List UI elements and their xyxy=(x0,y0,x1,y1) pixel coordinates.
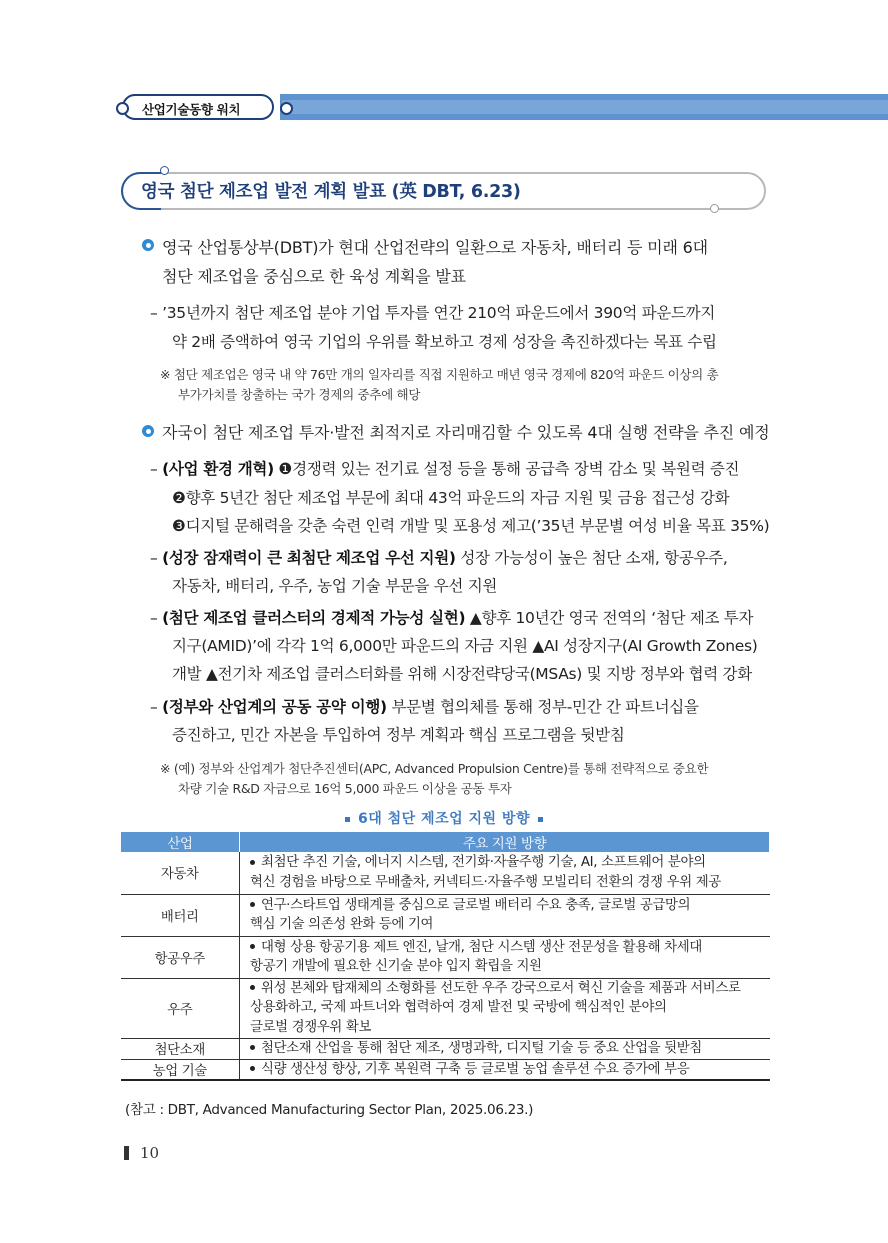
table-row xyxy=(121,1038,770,1059)
s1-dash: – xyxy=(150,460,158,478)
s3-line3: 개발 ▲전기차 제조업 클러스터화를 위해 시장전략당국(MSAs) 및 지방 정부와 협력 강화 xyxy=(172,665,752,683)
table-header-direction: 주요 지원 방향 xyxy=(240,832,770,852)
s2-dash: – xyxy=(150,549,158,567)
table-header-row xyxy=(121,832,770,852)
table-row xyxy=(121,978,770,1038)
p1-line2: 첨단 제조업을 중심으로 한 육성 계획을 발표 xyxy=(162,267,466,286)
table-row xyxy=(121,852,770,894)
table-cell-direction xyxy=(240,1059,770,1080)
s4-text1: 부문별 협의체를 통해 정부-민간 간 파트너십을 xyxy=(391,698,699,716)
table-title-square-icon xyxy=(345,817,350,822)
table-row xyxy=(121,894,770,936)
cell-line: 대형 상용 항공기용 제트 엔진, 날개, 첨단 시스템 생산 전문성을 활용해 차세대 xyxy=(261,939,702,955)
table-header-industry: 산업 xyxy=(121,832,240,852)
table-cell-direction xyxy=(240,894,770,936)
table-cell-direction xyxy=(240,852,770,894)
s4-dash: – xyxy=(150,698,158,716)
s1-line1 xyxy=(150,457,739,479)
s1-line2: ❷향후 5년간 첨단 제조업 부문에 최대 43억 파운드의 자금 지원 및 금융 접근성 강화 xyxy=(172,489,730,507)
section-title: 영국 첨단 제조업 발전 계획 발표 (英 DBT, 6.23) xyxy=(141,182,521,202)
bullet-dot-icon xyxy=(250,1066,255,1071)
s3-line1 xyxy=(150,606,753,628)
s2-line1 xyxy=(150,546,728,568)
header-ribbon-highlight xyxy=(282,100,888,114)
s3-dash: – xyxy=(150,609,158,627)
cell-line: 항공기 개발에 필요한 신기술 분야 입지 확립을 지원 xyxy=(250,959,542,974)
s3-line2: 지구(AMID)’에 각각 1억 6,000만 파운드의 자금 지원 ▲AI 성장지구(AI Growth Zones) xyxy=(172,637,758,655)
s3-heading: (첨단 제조업 클러스터의 경제적 가능성 실현) xyxy=(162,609,466,627)
table-cell-industry: 첨단소재 xyxy=(121,1038,240,1059)
s4-line1 xyxy=(150,695,699,717)
s2-line2: 자동차, 배터리, 우주, 농업 기술 부문을 우선 지원 xyxy=(172,577,498,595)
s3-text1: ▲향후 10년간 영국 전역의 ‘첨단 제조 투자 xyxy=(469,609,754,627)
s1-heading: (사업 환경 개혁) xyxy=(162,460,274,478)
s-note-line2: 차량 기술 R&D 자금으로 16억 5,000 파운드 이상을 공동 투자 xyxy=(178,781,512,796)
p1-note-line1: ※ 첨단 제조업은 영국 내 약 76만 개의 일자리를 직접 지원하고 매년 영국 경제에 820억 파운드 이상의 총 xyxy=(160,367,719,382)
page-number-bar xyxy=(124,1146,129,1160)
cell-line: 글로벌 경쟁우위 확보 xyxy=(250,1019,372,1035)
bullet-dot-icon xyxy=(250,860,255,865)
p1-line1: 영국 산업통상부(DBT)가 현대 산업전략의 일환으로 자동차, 배터리 등 미래 6대 xyxy=(162,238,708,257)
table-cell-industry: 배터리 xyxy=(121,894,240,936)
header-label: 산업기술동향 워치 xyxy=(142,102,241,117)
p1-sub-line2: 약 2배 증액하여 영국 기업의 우위를 확보하고 경제 성장을 촉진하겠다는 목표 수립 xyxy=(172,333,717,351)
s4-line2: 증진하고, 민간 자본을 투입하여 정부 계획과 핵심 프로그램을 뒷받침 xyxy=(172,726,625,744)
header-label-pill xyxy=(122,94,274,120)
p2-line1: 자국이 첨단 제조업 투자·발전 최적지로 자리매김할 수 있도록 4대 실행 전략을 추진 예정 xyxy=(162,423,770,442)
table-row xyxy=(121,1059,770,1080)
p1-sub-line1: – ’35년까지 첨단 제조업 분야 기업 투자를 연간 210억 파운드에서 390억 파운드까지 xyxy=(150,304,715,322)
cell-line: 최첨단 추진 기술, 에너지 시스템, 전기화·자율주행 기술, AI, 소프트웨어 분야의 xyxy=(261,855,706,871)
table-title xyxy=(0,808,888,828)
bullet-circle-icon xyxy=(142,239,154,251)
bullet-dot-icon xyxy=(250,944,255,949)
table-cell-direction xyxy=(240,1038,770,1059)
cell-line: 식량 생산성 향상, 기후 복원력 구축 등 글로벌 농업 솔루션 수요 증가에 부응 xyxy=(261,1061,690,1077)
table-title-square-icon xyxy=(538,817,543,822)
cell-line: 핵심 기술 의존성 완화 등에 기여 xyxy=(250,917,434,932)
table-row xyxy=(121,936,770,978)
table-title-text: 6대 첨단 제조업 지원 방향 xyxy=(358,811,530,827)
table-cell-industry: 농업 기술 xyxy=(121,1059,240,1080)
table-cell-direction xyxy=(240,978,770,1038)
s1-line3: ❸디지털 문해력을 갖춘 숙련 인력 개발 및 포용성 제고(’35년 부문별 여성 비율 목표 35%) xyxy=(172,517,770,535)
bullet-circle-icon xyxy=(142,425,154,437)
bullet-dot-icon xyxy=(250,985,255,990)
source-note: (참고 : DBT, Advanced Manufacturing Sector Plan, 2025.06.23.) xyxy=(125,1102,534,1118)
page-number: 10 xyxy=(140,1144,160,1162)
cell-line: 위성 본체와 탑재체의 소형화를 선도한 우주 강국으로서 혁신 기술을 제품과 서비스로 xyxy=(261,980,741,996)
support-table xyxy=(120,832,770,1081)
cell-line: 혁신 경험을 바탕으로 무배출차, 커넥티드·자율주행 모빌리티 전환의 경쟁 우위 제공 xyxy=(250,874,721,890)
table-cell-industry: 자동차 xyxy=(121,852,240,894)
cell-line: 상용화하고, 국제 파트너와 협력하여 경제 발전 및 국방에 핵심적인 분야의 xyxy=(250,1000,667,1016)
table-cell-industry: 항공우주 xyxy=(121,936,240,978)
table-cell-direction xyxy=(240,936,770,978)
header-left-dot-icon xyxy=(116,102,129,115)
p1-note-line2: 부가가치를 창출하는 국가 경제의 중추에 해당 xyxy=(178,387,421,402)
s1-text1: ❶경쟁력 있는 전기료 설정 등을 통해 공급측 장벽 감소 및 복원력 증진 xyxy=(278,460,740,478)
s2-heading: (성장 잠재력이 큰 최첨단 제조업 우선 지원) xyxy=(162,549,456,567)
title-bottom-circle-icon xyxy=(710,204,719,213)
cell-line: 첨단소재 산업을 통해 첨단 제조, 생명과학, 디지털 기술 등 중요 산업을 뒷받침 xyxy=(261,1040,702,1056)
bullet-dot-icon xyxy=(250,1045,255,1050)
header-right-dot-icon xyxy=(280,102,293,115)
cell-line: 연구·스타트업 생태계를 중심으로 글로벌 배터리 수요 충족, 글로벌 공급망의 xyxy=(261,897,691,913)
s-note-line1: ※ (예) 정부와 산업계가 첨단추진센터(APC, Advanced Propulsion Centre)를 통해 전략적으로 중요한 xyxy=(160,761,709,776)
s4-heading: (정부와 산업계의 공동 공약 이행) xyxy=(162,698,387,716)
s2-text1: 성장 가능성이 높은 첨단 소재, 항공우주, xyxy=(460,549,728,567)
title-top-circle-icon xyxy=(160,166,169,175)
table-cell-industry: 우주 xyxy=(121,978,240,1038)
bullet-dot-icon xyxy=(250,902,255,907)
